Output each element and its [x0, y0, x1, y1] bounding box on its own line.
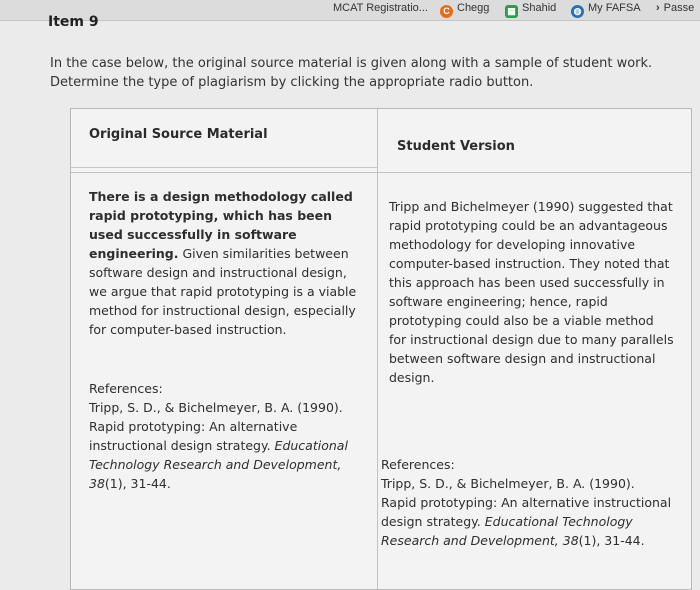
bookmark-label: My FAFSA [588, 2, 641, 14]
bookmark-label: Shahid [522, 2, 557, 14]
comparison-table [70, 108, 692, 590]
bookmark-fafsa[interactable] [571, 2, 641, 18]
header-divider-left [71, 167, 377, 168]
ref-authors: Tripp, S. D., & Bichelmeyer, B. A. (1990). [381, 476, 635, 491]
chevron-right-icon: › [656, 2, 660, 14]
original-text [89, 187, 365, 339]
ref-label: References: [381, 457, 455, 472]
bookmark-mcat[interactable] [333, 2, 428, 14]
bookmark-label: Chegg [457, 2, 490, 14]
header-original: Original Source Material [89, 127, 268, 142]
question-page [0, 14, 700, 581]
column-divider [377, 109, 378, 589]
ref-label: References: [89, 381, 163, 396]
bookmarks-bar [0, 0, 700, 21]
ref-journal: Educational Technology Research and Development, [89, 438, 348, 472]
ref-title: Rapid prototyping: An alternative instructional design strategy. [89, 419, 298, 453]
ref-volume: 38 [89, 476, 105, 491]
ref-journal: Educational Technology Research and Development, [381, 514, 633, 548]
calendar-icon: ▦ [505, 5, 518, 18]
bookmark-label: Passe [663, 2, 695, 14]
bookmark-chegg[interactable] [440, 2, 489, 18]
header-student: Student Version [397, 139, 515, 154]
original-bold-text: There is a design methodology called rapid prototyping, which has been used successfully in software engineering. [89, 189, 353, 261]
globe-icon: ◍ [571, 5, 584, 18]
bookmark-shahid[interactable] [505, 2, 556, 18]
bookmark-label: MCAT Registratio... [333, 2, 428, 14]
original-references [89, 379, 365, 493]
ref-volume: 38 [562, 533, 579, 548]
item-title: Item 9 [48, 14, 99, 30]
header-divider [71, 172, 691, 173]
ref-pages: (1), 31-44. [578, 533, 645, 548]
original-plain-text: Given similarities between software design and instructional design, we argue that rapid prototyping is a viable method for instructional design, especially for computer-based instruction. [89, 246, 357, 337]
bookmark-passe[interactable] [656, 2, 694, 14]
student-text: Tripp and Bichelmeyer (1990) suggested that rapid prototyping could be an advantageous methodology for developing innovative computer-based instruction. They noted that this approach has been used successfully in software engineering; hence, rapid prototyping could also be a viable method for instructional design due to many parallels between software design and instructional design. [389, 199, 674, 385]
ref-title: Rapid prototyping: An alternative instructional design strategy. [381, 495, 672, 529]
ref-pages: (1), 31-44. [104, 476, 171, 491]
instructions: In the case below, the original source material is given along with a sample of student work. Determine the type of plagiarism by clicking the appropriate radio button. [50, 56, 653, 90]
student-references [381, 455, 673, 550]
ref-authors: Tripp, S. D., & Bichelmeyer, B. A. (1990). [89, 400, 343, 415]
chegg-icon: C [440, 5, 453, 18]
